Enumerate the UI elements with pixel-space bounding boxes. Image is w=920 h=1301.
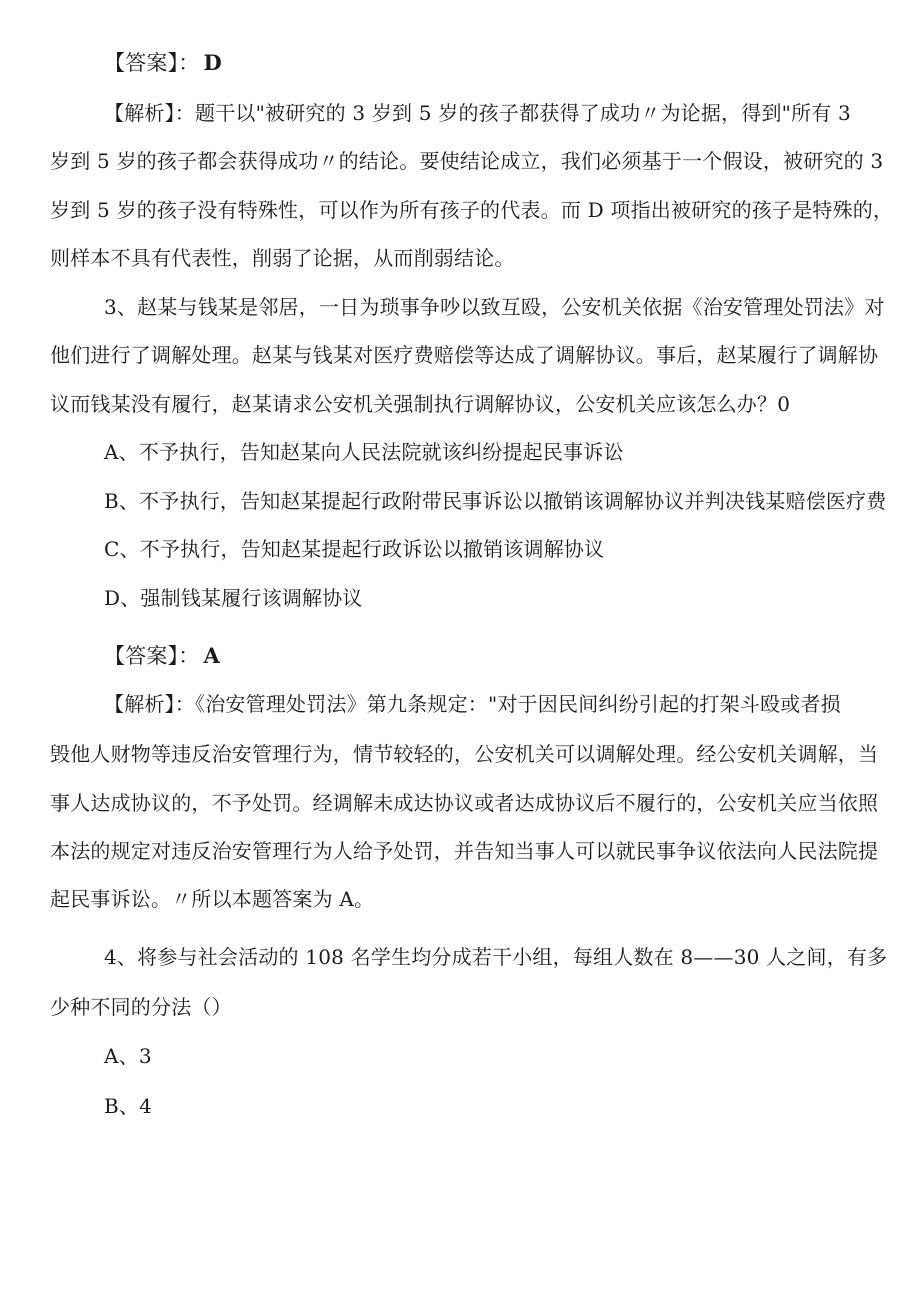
question-line: 3、赵某与钱某是邻居，一日为琐事争吵以致互殴，公安机关依据《治安管理处罚法》对 (104, 295, 885, 319)
analysis-line: 【解析】：题干以"被研究的 3 岁到 5 岁的孩子都获得了成功〃为论据，得到"所有 3 (104, 101, 851, 125)
answer-label: 【答案】： (104, 644, 200, 668)
question-line: 4、将参与社会活动的 108 名学生均分成若干小组，每组人数在 8——30 人之间，有多 (104, 945, 888, 969)
question-line: 他们进行了调解处理。赵某与钱某对医疗费赔偿等达成了调解协议。事后，赵某履行了调解协 (50, 343, 879, 367)
option-c: C、不予执行，告知赵某提起行政诉讼以撤销该调解协议 (104, 537, 605, 561)
analysis-line: 岁到 5 岁的孩子没有特殊性，可以作为所有孩子的代表。而 D 项指出被研究的孩子是特殊的， (50, 198, 894, 222)
analysis-line: 起民事诉讼。〃所以本题答案为 A。 (50, 887, 375, 911)
analysis-line: 则样本不具有代表性，削弱了论据，从而削弱结论。 (50, 246, 515, 270)
analysis-line: 事人达成协议的，不予处罚。经调解未成达协议或者达成协议后不履行的，公安机关应当依照 (50, 791, 879, 815)
analysis-line: 【解析】：《治安管理处罚法》第九条规定："对于因民间纠纷引起的打架斗殴或者损 (104, 692, 841, 716)
option-b: B、不予执行，告知赵某提起行政附带民事诉讼以撤销该调解协议并判决钱某赔偿医疗费 (104, 489, 887, 513)
analysis-line: 岁到 5 岁的孩子都会获得成功〃的结论。要使结论成立，我们必须基于一个假设，被研究的 3 (50, 149, 884, 173)
option-d: D、强制钱某履行该调解协议 (104, 586, 363, 610)
option-b: B、4 (104, 1094, 153, 1118)
answer-value: D (203, 50, 222, 75)
question-line: 少种不同的分法（） (50, 995, 232, 1019)
answer-line (104, 48, 222, 78)
option-a: A、不予执行，告知赵某向人民法院就该纠纷提起民事诉讼 (104, 440, 624, 464)
option-a: A、3 (104, 1044, 152, 1068)
analysis-line: 本法的规定对违反治安管理行为人给予处罚，并告知当事人可以就民事争议依法向人民法院提 (50, 839, 879, 863)
answer-value: A (203, 643, 220, 668)
answer-label: 【答案】： (104, 51, 200, 75)
answer-line (104, 641, 220, 671)
analysis-line: 毁他人财物等违反治安管理行为，情节较轻的，公安机关可以调解处理。经公安机关调解，当 (50, 742, 879, 766)
question-line: 议而钱某没有履行，赵某请求公安机关强制执行调解协议，公安机关应该怎么办？0 (50, 392, 791, 416)
